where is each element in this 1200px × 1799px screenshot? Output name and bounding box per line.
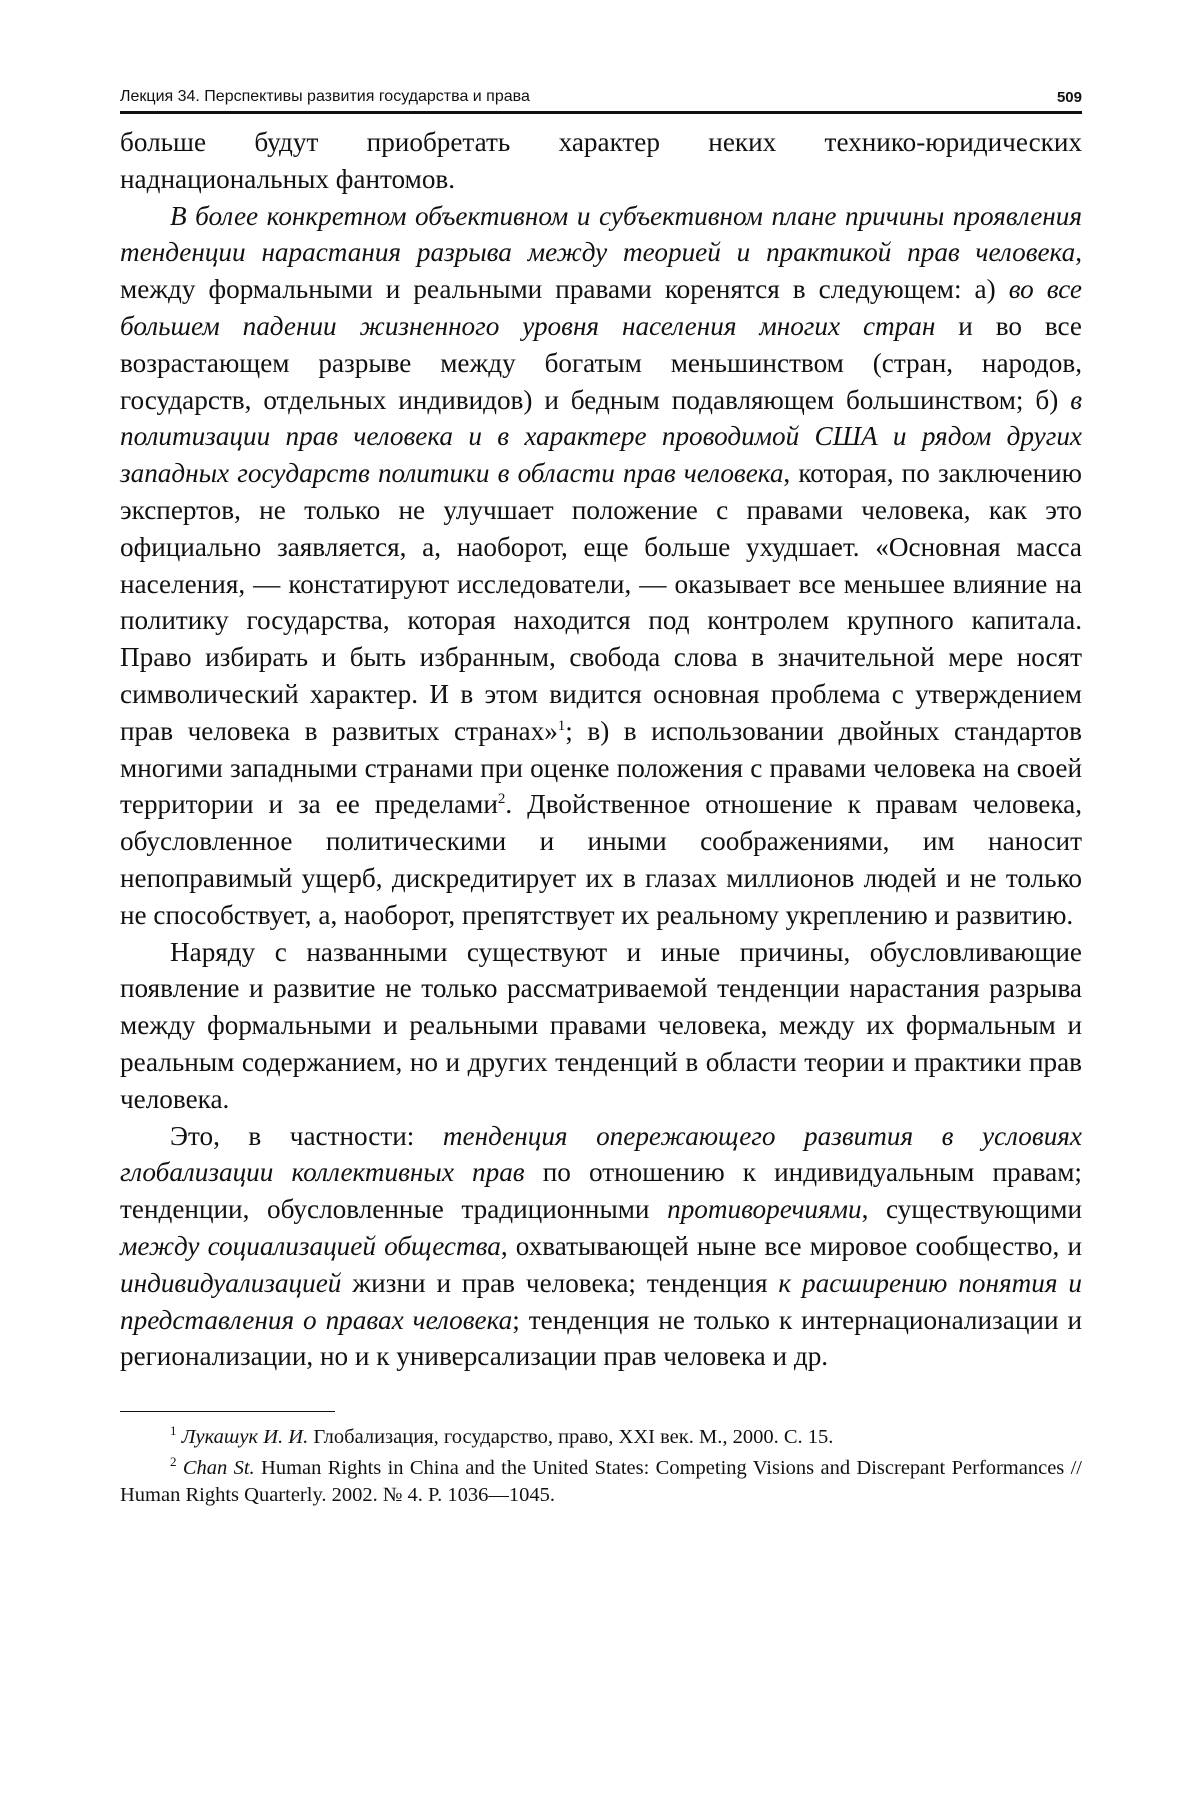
text-run: и во все возрастающем разрыве между богатым меньшинством (стран, народов, государств, отдельных индивидов) и бедным подавляющем большинством; б): [120, 310, 1082, 415]
footnote-mark: 1: [170, 1423, 177, 1439]
emphasis: к расширению понятия и представления о правах человека: [120, 1267, 1082, 1335]
paragraph-causes: [120, 198, 1082, 934]
emphasis: В более конкретном объективном и субъективном плане причины проявления тенденции нарастания разрыва между теорией и практикой прав человека: [120, 200, 1082, 268]
text-run: , которая, по заключению экспертов, не только не улучшает положение с правами человека, как это официально заявляется, а, наоборот, еще больше ухудшает. «Основная масса населения, — констатируют исследователи, — оказывает все меньшее влияние на политику государства, которая находится под контролем крупного капитала. Право избирать и быть избранным, свобода слова в значительной мере носят символический характер. И в этом видится основная проблема с утверждением прав человека в развитых странах»: [120, 458, 1082, 746]
footnote-text: Глобализация, государство, право, XXI век. М., 2000. С. 15.: [308, 1426, 834, 1449]
footnote-divider: [120, 1411, 335, 1412]
text-run: по отношению к индивидуальным правам; тенденции, обусловленные традиционными: [120, 1157, 1082, 1225]
footnote-ref-1[interactable]: 1: [557, 717, 566, 734]
paragraph-other-causes: Наряду с названными существуют и иные причины, обусловливающие появление и развитие не только рассматриваемой тенденции нарастания разрыва между формальными и реальными правами человека, между их формальным и реальным содержанием, но и других тенденций в области теории и практики прав человека.: [120, 936, 1082, 1114]
text-run: жизни и прав человека; тенденция: [341, 1267, 779, 1298]
footnote-2: [120, 1455, 1082, 1509]
running-title: Лекция 34. Перспективы развития государства и права: [120, 88, 530, 105]
text-run: Это, в частности:: [170, 1120, 443, 1151]
running-header: [120, 88, 1082, 114]
text-run: , между формальными и реальными правами коренятся в следующем: а): [120, 237, 1082, 305]
footnotes: [120, 1424, 1082, 1509]
footnote-text: Human Rights in China and the United States: Competing Visions and Discrepant Performances // Human Rights Quarterly. 2002. № 4. P. 1036—1045.: [120, 1457, 1082, 1507]
footnote-1: [120, 1424, 1082, 1451]
emphasis: между социализацией общества: [120, 1230, 501, 1261]
paragraph-continuation: больше будут приобретать характер неких технико-юридических наднациональных фантомов.: [120, 127, 1082, 194]
emphasis: в политизации прав человека и в характере проводимой США и рядом других западных государств политики в области прав человека: [120, 384, 1082, 489]
emphasis: во все большем падении жизненного уровня населения многих стран: [120, 274, 1082, 341]
footnote-author: Chan St.: [182, 1457, 255, 1480]
text-run: ; тенденция не только к интернационализации и регионализации, но и к универсализации прав человека и др.: [120, 1304, 1082, 1372]
emphasis: индивидуализацией: [120, 1267, 342, 1298]
footnote-mark: 2: [170, 1454, 177, 1470]
page-number: 509: [1056, 89, 1082, 106]
text-run: , охватывающей ныне все мировое сообщество, и: [500, 1230, 1082, 1261]
emphasis: тенденция опережающего развития в условиях глобализации коллективных прав: [120, 1120, 1082, 1188]
book-page: [120, 88, 1082, 1513]
footnote-author: Лукашук И. И.: [181, 1426, 309, 1449]
text-run: ; в) в использовании двойных стандартов многими западными странами при оценке положения с правами человека на своей территории и за ее пределами: [120, 715, 1082, 820]
text-run: . Двойственное отношение к правам человека, обусловленное политическими и иными соображениями, им наносит непоправимый ущерб, дискредитирует их в глазах миллионов людей и не только не способствует, а, наоборот, препятствует их реальному укреплению и развитию.: [120, 789, 1082, 930]
text-run: , существующими: [861, 1194, 1082, 1225]
paragraph-tendencies: [120, 1118, 1082, 1376]
main-text: [120, 124, 1082, 1375]
emphasis: противоречиями: [667, 1194, 862, 1225]
footnote-ref-2[interactable]: 2: [497, 791, 506, 808]
